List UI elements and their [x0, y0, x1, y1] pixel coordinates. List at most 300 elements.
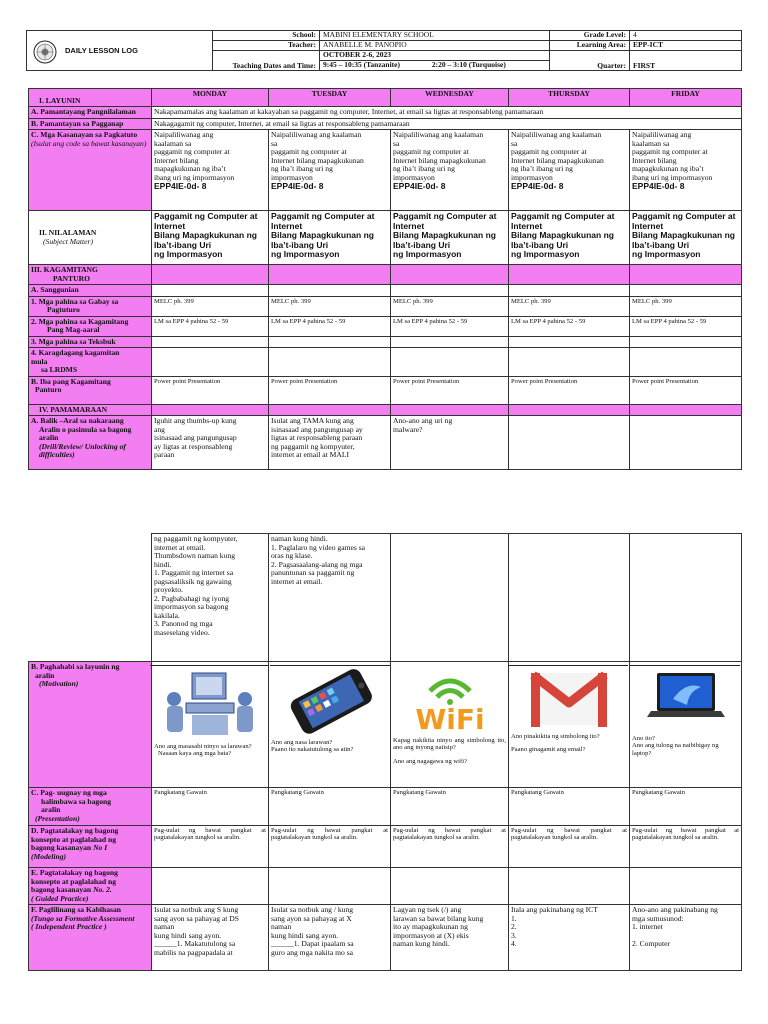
- motivation-thursday: [509, 662, 630, 788]
- grade-value: 4: [630, 31, 742, 41]
- independent-label-cell: [29, 905, 152, 971]
- text-line: sang ayon sa pahayag at X: [271, 913, 352, 923]
- independent-wednesday: [391, 905, 509, 971]
- text-line: Internet bilang mapagkukunan: [271, 155, 364, 165]
- text-line: ng Impormasyon: [393, 249, 462, 260]
- separator-line: [508, 665, 628, 666]
- motivation-question: Ano ang nagagawa ng wifi?: [393, 757, 467, 765]
- text-line: Bilang Mapagkukunan ng: [632, 230, 735, 241]
- text-line: 2. Computer: [632, 938, 670, 948]
- text-line: Paggamit ng Computer at: [154, 211, 258, 221]
- independent-label-2: (Tungo sa Formative Assessment: [31, 913, 135, 923]
- text-line: Bilang Mapagkukunan ng: [154, 230, 257, 241]
- empty-cell: [152, 285, 269, 297]
- motivation-question: Paano ito nakatutulong sa atin?: [271, 746, 354, 754]
- kasanayan-label-cell: [29, 130, 152, 211]
- motivation-question: Ano ang nasa larawan?: [271, 739, 333, 746]
- text-line: internet at email.: [271, 576, 323, 586]
- empty-cell: [391, 868, 509, 905]
- lesson-table-continued: [28, 533, 742, 971]
- pagganap-value: Nakagagamit ng computer, Internet, at email sa ligtas at responsableng pamamaraan: [152, 118, 742, 130]
- text-line: Internet: [271, 220, 303, 231]
- empty-cell: [509, 336, 630, 348]
- text-line: Internet bilang: [154, 155, 199, 165]
- iba-wednesday: Power point Presentation: [391, 376, 509, 404]
- text-line: malware?: [393, 424, 423, 434]
- text-line: internet at email.: [154, 542, 206, 552]
- text-line: Isulat ang TAMA kung ang: [271, 416, 354, 425]
- text-line: Iba’t-ibang Uri: [154, 239, 212, 250]
- modeling-note: (Modeling): [31, 851, 67, 861]
- motivation-question: Kapag nakikita ninyo ang simbolong ito, ano ang inyong naiisip?: [393, 737, 506, 752]
- motivation-question: Nasaan kaya ang mga bata?: [158, 750, 232, 758]
- pagganap-label: B. Pamantayan sa Pagganap: [29, 118, 152, 130]
- empty-cell: [391, 404, 509, 416]
- kasanayan-wednesday: [391, 130, 509, 211]
- independent-thursday: [509, 905, 630, 971]
- text-line: ng Impormasyon: [271, 249, 340, 260]
- motivation-question: Ano ang tulong na naibibigay ng laptop?: [632, 742, 719, 757]
- nilalaman-tuesday: [269, 211, 391, 265]
- modeling-tuesday: Pag-uulat ng bawat pangkat at pagtatalakayan tungkol sa aralin.: [269, 826, 391, 868]
- presentation-label-2: halimbawa sa bagong: [41, 796, 112, 806]
- empty-cell: [509, 416, 630, 470]
- motivation-wednesday: [391, 662, 509, 788]
- text-line: mga sumusunod:: [632, 913, 684, 923]
- kasanayan-friday: [630, 130, 742, 211]
- motivation-question: Ano ito?: [632, 735, 655, 742]
- day-tuesday: TUESDAY: [269, 89, 391, 107]
- presentation-label-3: aralin: [41, 805, 61, 814]
- kagamitang-friday: LM sa EPP 4 pahina 52 - 59: [630, 316, 742, 336]
- empty-cell: [630, 336, 742, 348]
- text-line: Naipaliliwanag ang: [154, 130, 214, 139]
- text-line: Internet: [511, 220, 543, 231]
- text-line: proyekto.: [154, 585, 183, 594]
- balik-wednesday: [391, 416, 509, 470]
- presentation-label: C. Pag- uugnay ng mga: [31, 788, 107, 797]
- modeling-label-cell: [29, 826, 152, 868]
- text-line: larawan sa bawat bilang kung: [393, 913, 484, 923]
- text-line: ibang uri ng impormasyon: [154, 172, 235, 182]
- text-line: sang ayon sa pahayag at DS: [154, 913, 239, 923]
- header-logo-cell: [27, 31, 213, 71]
- karagdagang-label-2: mula: [31, 356, 48, 366]
- modeling-label: D. Pagtatalakay ng bagong: [31, 826, 119, 835]
- text-line: ay ligtas at responsableng: [154, 441, 233, 451]
- text-line: mapagkukunan ng iba’t: [154, 164, 226, 173]
- lesson-table: [28, 88, 742, 470]
- text-line: impormasyon at (X) ekis: [393, 930, 469, 940]
- nilalaman-note: (Subject Matter): [43, 236, 93, 246]
- empty-cell: [630, 868, 742, 905]
- empty-cell: [269, 336, 391, 348]
- text-line: ng iba’t ibang uri ng: [393, 164, 455, 173]
- text-line: paggamit ng computer at: [511, 147, 587, 156]
- text-line: ang: [154, 424, 165, 434]
- text-line: naman kung hindi.: [271, 534, 328, 543]
- iba-label-cell: [29, 376, 152, 404]
- text-line: Iba’t-ibang Uri: [393, 239, 451, 250]
- guided-note: ( Guided Practice): [31, 893, 89, 903]
- text-line: mapagkukunan ng iba’t: [632, 164, 704, 173]
- iba-friday: Power point Presentation: [630, 376, 742, 404]
- text-line: naman: [271, 922, 292, 931]
- gmail-logo-image: [529, 665, 609, 731]
- text-line: impormasyon: [271, 172, 313, 182]
- sanggunian-label: A. Sanggunian: [29, 285, 152, 297]
- modeling-monday: Pag-uulat ng bawat pangkat at pagtatalakayan tungkol sa aralin.: [152, 826, 269, 868]
- kagamitang-label-2: Pang Mag-aaral: [47, 325, 100, 334]
- text-line: guro ang mga nakita mo sa: [271, 947, 354, 957]
- day-friday: FRIDAY: [630, 89, 742, 107]
- independent-tuesday: [269, 905, 391, 971]
- text-line: ng Impormasyon: [511, 249, 580, 260]
- presentation-label-cell: [29, 788, 152, 826]
- nilalaman-thursday: [509, 211, 630, 265]
- nilalaman-monday: [152, 211, 269, 265]
- text-line: ng iba’t ibang uri ng: [511, 164, 573, 173]
- empty-cell: [152, 336, 269, 348]
- motivation-label-cell: [29, 662, 152, 788]
- text-line: ligtas at responsableng paraan: [271, 433, 363, 442]
- text-line: Bilang Mapagkukunan ng: [511, 230, 614, 241]
- empty-cell: [509, 348, 630, 377]
- gabay-label-cell: [29, 296, 152, 316]
- text-line: Bilang Mapagkukunan ng: [271, 230, 374, 241]
- text-line: paggamit ng computer at: [154, 147, 230, 156]
- children-computer-image: [162, 665, 258, 741]
- text-line: maseselang video.: [154, 627, 210, 637]
- empty-cell: [29, 534, 152, 662]
- balik-monday: [152, 416, 269, 470]
- text-line: sa: [393, 138, 400, 148]
- text-line: ng Impormasyon: [632, 249, 701, 260]
- text-line: Iba’t-ibang Uri: [511, 239, 569, 250]
- continuation-tuesday: [269, 534, 391, 662]
- empty-cell: [630, 416, 742, 470]
- text-line: ibang uri ng impormasyon: [632, 172, 713, 182]
- text-line: hindi.: [154, 559, 172, 569]
- text-line: kung hindi sang ayon.: [271, 930, 339, 940]
- gabay-label: 1. Mga pahina sa Gabay sa: [31, 296, 119, 306]
- independent-monday: [152, 905, 269, 971]
- text-line: Paggamit ng Computer at: [271, 211, 375, 221]
- text-line: 1. Paglalaro ng video games sa: [271, 542, 366, 552]
- text-line: 2.: [511, 922, 517, 931]
- text-line: Isulat sa notbuk ang S kung: [154, 905, 239, 914]
- empty-cell: [152, 404, 269, 416]
- time-value: [320, 61, 550, 71]
- iba-label: B. Iba pang Kagamitang: [31, 376, 111, 386]
- empty-cell: [630, 404, 742, 416]
- log-title: DAILY LESSON LOG: [65, 45, 138, 55]
- area-label: Learning Area:: [550, 41, 630, 51]
- gabay-friday: MELC ph. 399: [630, 296, 742, 316]
- day-thursday: THURSDAY: [509, 89, 630, 107]
- modeling-label-2: konsepto at paglalahad ng: [31, 834, 117, 844]
- text-line: panuntunan sa paggamit ng: [271, 568, 355, 577]
- nilalaman-label: II. NILALAMAN: [39, 228, 97, 237]
- text-line: 3. Panonod ng mga: [154, 619, 213, 628]
- text-line: Ano-ano ang uri ng: [393, 416, 453, 425]
- karagdagang-label-cell: [29, 348, 152, 377]
- text-line: Internet bilang mapagkukunan: [511, 155, 604, 165]
- nilalaman-label-cell: [29, 211, 152, 265]
- motivation-tuesday: [269, 662, 391, 788]
- text-line: Iguhit ang thumbs-up kung: [154, 416, 237, 425]
- empty-cell: [391, 265, 509, 285]
- empty-cell: [630, 534, 742, 662]
- text-line: Naipaliliwanag ang kaalaman: [511, 130, 602, 139]
- motivation-question: Ano pinakikita ng simbolong ito?: [511, 733, 600, 740]
- competency-code: EPP4IE-0d- 8: [154, 181, 207, 191]
- guided-label: E. Pagtatalakay ng bagong: [31, 868, 118, 877]
- school-value: MABINI ELEMENTARY SCHOOL: [320, 31, 550, 41]
- text-line: Bilang Mapagkukunan ng: [393, 230, 496, 241]
- text-line: impormasyon: [393, 172, 435, 182]
- text-line: ______1. Makatutulong sa: [154, 939, 236, 948]
- motivation-question: Paano ginagamit ang email?: [511, 746, 586, 754]
- text-line: pagsasaliksik ng gawaing: [154, 576, 232, 586]
- separator-line: [630, 665, 740, 666]
- pangnilalaman-label: A. Pamantayang Pangnilalaman: [29, 107, 152, 119]
- iba-thursday: Power point Presentation: [509, 376, 630, 404]
- text-line: oras ng klase.: [271, 551, 313, 560]
- kagamitang-label-cell: [29, 316, 152, 336]
- school-label: School:: [213, 31, 320, 41]
- empty-cell: [269, 868, 391, 905]
- iba-label-2: Panturo: [35, 385, 62, 394]
- text-line: ng Impormasyon: [154, 249, 223, 260]
- quarter-value: FIRST: [630, 51, 742, 71]
- nilalaman-friday: [630, 211, 742, 265]
- presentation-thursday: Pangkatang Gawain: [509, 788, 630, 826]
- text-line: 4.: [511, 939, 517, 948]
- competency-code: EPP4IE-0d- 8: [632, 181, 685, 191]
- kasanayan-monday: [152, 130, 269, 211]
- text-line: Paggamit ng Computer at: [393, 211, 497, 221]
- wifi-logo-text: WiFi: [414, 703, 485, 735]
- deped-seal-icon: [33, 40, 57, 64]
- motivation-label-2: aralin: [35, 670, 55, 680]
- smartphone-image: [278, 665, 382, 737]
- presentation-wednesday: Pangkatang Gawain: [391, 788, 509, 826]
- empty-cell: [509, 868, 630, 905]
- kagamitan-label-cell: [29, 265, 152, 285]
- text-line: ito ay mapagkukunan ng: [393, 922, 468, 931]
- guided-label-2: konsepto at paglalahad ng: [31, 876, 117, 886]
- text-line: Ano-ano ang pakinabang ng: [632, 905, 718, 914]
- empty-cell: [269, 348, 391, 377]
- text-line: 2. Pagbabahagi ng iyong: [154, 593, 230, 603]
- presentation-note: (Presentation): [35, 813, 80, 823]
- text-line: Isulat sa notbuk ang / kung: [271, 905, 354, 914]
- text-line: ng paggamit ng kompyuter,: [154, 534, 238, 543]
- presentation-monday: Pangkatang Gawain: [152, 788, 269, 826]
- guided-label-3: bagong kasanayan: [31, 885, 92, 894]
- text-line: 2. Pagsasaalang-alang ng mga: [271, 559, 363, 569]
- empty-cell: [391, 336, 509, 348]
- competency-code: EPP4IE-0d- 8: [393, 181, 446, 191]
- text-line: mabilis na pagpapadala at: [154, 947, 233, 957]
- text-line: isinasaad ang pangungusap: [154, 433, 237, 442]
- text-line: 3.: [511, 930, 517, 940]
- text-line: paggamit ng computer at: [271, 147, 347, 156]
- gabay-label-2: Pagtuturo: [47, 305, 80, 314]
- header-table: [26, 30, 742, 71]
- continuation-monday: [152, 534, 269, 662]
- kasanayan-tuesday: [269, 130, 391, 211]
- balik-note: (Drill/Review/ Unlocking of difficulties): [39, 441, 126, 459]
- competency-code: EPP4IE-0d- 8: [511, 181, 564, 191]
- motivation-monday: [152, 662, 269, 788]
- text-line: 1. internet: [632, 922, 663, 931]
- iba-monday: Power point Presentation: [152, 376, 269, 404]
- text-line: isinasaad ang pangungusap ay: [271, 424, 363, 434]
- gabay-monday: MELC ph. 399: [152, 296, 269, 316]
- gabay-wednesday: MELC ph. 399: [391, 296, 509, 316]
- text-line: naman kung hindi.: [393, 939, 450, 948]
- time-slot-1: 9:45 – 10:35 (Tanzanite): [323, 60, 401, 69]
- text-line: impormasyon sa bagong: [154, 602, 229, 611]
- dates-value: OCTOBER 2-6, 2023: [320, 51, 550, 61]
- modeling-label-3: bagong kasanayan: [31, 843, 92, 852]
- text-line: Lagyan ng tsek (/) ang: [393, 905, 462, 914]
- empty-cell: [391, 534, 509, 662]
- text-line: ng paggamit ng kompyuter,: [271, 441, 355, 451]
- empty-cell: [269, 285, 391, 297]
- empty-cell: [509, 285, 630, 297]
- teacher-value: ANABELLE M. PANOPIO: [320, 41, 550, 51]
- text-line: ng iba’t ibang uri ng: [271, 164, 333, 173]
- guided-label-cell: [29, 868, 152, 905]
- empty-cell: [152, 868, 269, 905]
- balik-label: A. Balik –Aral sa nakaraang: [31, 416, 124, 425]
- time-slot-2: 2:20 – 3:10 (Turquoise): [431, 60, 506, 69]
- kagamitang-tuesday: LM sa EPP 4 pahina 52 - 59: [269, 316, 391, 336]
- balik-label-cell: [29, 416, 152, 470]
- text-line: Internet bilang: [632, 155, 677, 165]
- empty-cell: [630, 265, 742, 285]
- empty-cell: [509, 534, 630, 662]
- text-line: kaalaman sa: [154, 138, 192, 148]
- empty-cell: [391, 348, 509, 377]
- kagamitang-monday: LM sa EPP 4 pahina 52 - 59: [152, 316, 269, 336]
- iba-tuesday: Power point Presentation: [269, 376, 391, 404]
- laptop-image: [643, 665, 729, 727]
- empty-cell: [509, 404, 630, 416]
- empty-cell: [391, 285, 509, 297]
- gabay-thursday: MELC ph. 399: [509, 296, 630, 316]
- presentation-friday: Pangkatang Gawain: [630, 788, 742, 826]
- text-line: 1.: [511, 913, 517, 923]
- kagamitan-label: III. KAGAMITANG: [31, 265, 98, 274]
- text-line: Iba’t-ibang Uri: [632, 239, 690, 250]
- text-line: Naipaliliwanag ang kaalaman: [393, 130, 484, 139]
- text-line: internet at email at MALI: [271, 450, 350, 459]
- day-monday: MONDAY: [152, 89, 269, 107]
- text-line: Itala ang pakinabang ng ICT: [511, 905, 598, 914]
- empty-cell: [269, 404, 391, 416]
- pangnilalaman-value: Nakapamamalas ang kaalaman at kakayahan sa paggamit ng computer, Internet, at email sa ligtas at responsableng pamamaraan: [152, 107, 742, 119]
- text-line: Internet: [393, 220, 425, 231]
- grade-label: Grade Level:: [550, 31, 630, 41]
- text-line: Internet bilang mapagkukunan: [393, 155, 486, 165]
- kasanayan-thursday: [509, 130, 630, 211]
- text-line: Naipaliliwanag ang kaalaman: [271, 130, 362, 139]
- area-value: EPP-ICT: [630, 41, 742, 51]
- modeling-thursday: Pag-uulat ng bawat pangkat at pagtatalakayan tungkol sa aralin.: [509, 826, 630, 868]
- kagamitan-label-2: PANTURO: [53, 273, 90, 283]
- teacher-label: Teacher:: [213, 41, 320, 51]
- motivation-note: (Motivation): [39, 679, 79, 688]
- quarter-label: Quarter:: [550, 51, 630, 71]
- karagdagang-label: 4. Karagdagang kagamitan: [31, 348, 120, 357]
- day-wednesday: WEDNESDAY: [391, 89, 509, 107]
- kasanayan-note: (Isulat ang code sa bawat kasanayan): [31, 138, 147, 148]
- kagamitang-wednesday: LM sa EPP 4 pahina 52 - 59: [391, 316, 509, 336]
- text-line: Iba’t-ibang Uri: [271, 239, 329, 250]
- guided-label-3b: No. 2.: [93, 885, 112, 894]
- text-line: ______1. Dapat ipaalam sa: [271, 939, 354, 948]
- separator-line: [150, 665, 268, 666]
- text-line: sa: [511, 138, 518, 148]
- text-line: Paggamit ng Computer at: [511, 211, 615, 221]
- independent-label-3: ( Independent Practice ): [31, 922, 107, 931]
- independent-friday: [630, 905, 742, 971]
- karagdagang-label-3: sa LRDMS: [41, 365, 78, 374]
- text-line: Thumbsdown naman kung: [154, 551, 235, 560]
- empty-cell: [509, 265, 630, 285]
- empty-cell: [630, 285, 742, 297]
- text-line: kung hindi sang ayon.: [154, 930, 222, 940]
- kagamitang-thursday: LM sa EPP 4 pahina 52 - 59: [509, 316, 630, 336]
- text-line: naman: [154, 922, 175, 931]
- empty-cell: [152, 348, 269, 377]
- text-line: Paggamit ng Computer at: [632, 211, 736, 221]
- separator-line: [270, 665, 390, 666]
- text-line: sa: [271, 138, 278, 148]
- balik-tuesday: [269, 416, 391, 470]
- balik-label-3: aralin: [39, 433, 59, 442]
- text-line: paraan: [154, 450, 175, 459]
- dates-label: Teaching Dates and Time:: [213, 51, 320, 71]
- balik-label-2: Aralin o pasimula sa bagong: [39, 424, 132, 434]
- motivation-friday: [630, 662, 742, 788]
- modeling-label-3b: No I: [93, 843, 108, 852]
- text-line: kaalaman sa: [632, 138, 670, 148]
- nilalaman-wednesday: [391, 211, 509, 265]
- empty-cell: [630, 348, 742, 377]
- competency-code: EPP4IE-0d- 8: [271, 181, 324, 191]
- teksbuk-label: 3. Mga pahina sa Teksbuk: [29, 336, 152, 348]
- empty-cell: [152, 265, 269, 285]
- pamamaraan-label: IV. PAMAMARAAN: [29, 404, 152, 416]
- text-line: 1. Paggamit ng internet sa: [154, 568, 234, 577]
- empty-cell: [269, 265, 391, 285]
- wifi-logo-image: [404, 665, 496, 735]
- section-layunin: I. LAYUNIN: [29, 89, 152, 107]
- text-line: impormasyon: [511, 172, 553, 182]
- motivation-label: B. Paghahabi sa layunin ng: [31, 662, 120, 671]
- kasanayan-label: C. Mga Kasanayan sa Pagkatuto: [31, 130, 138, 139]
- text-line: Internet: [154, 220, 186, 231]
- modeling-friday: Pag-uulat ng bawat pangkat at pagtatalakayan tungkol sa aralin.: [630, 826, 742, 868]
- presentation-tuesday: Pangkatang Gawain: [269, 788, 391, 826]
- text-line: paggamit ng computer at: [393, 147, 469, 156]
- modeling-wednesday: Pag-uulat ng bawat pangkat at pagtatalakayan tungkol sa aralin.: [391, 826, 509, 868]
